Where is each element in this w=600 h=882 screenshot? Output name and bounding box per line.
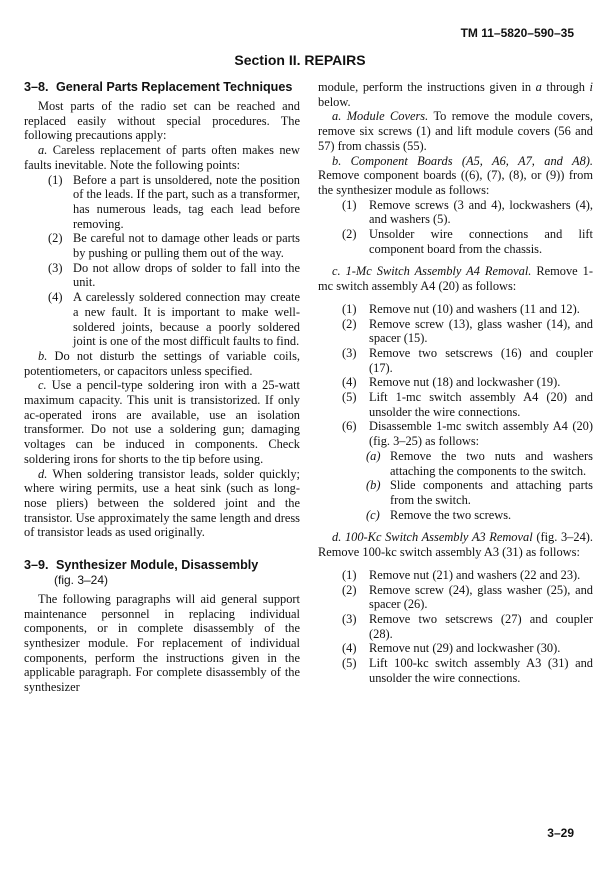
list-item: (2) Be careful not to damage other leads or parts by pushing or pulling them out of the way. — [48, 231, 300, 261]
list-item: (5) Lift 1-mc switch assembly A4 (20) and unsolder the wire connections. — [342, 390, 593, 419]
1mc-switch-steps — [318, 302, 593, 523]
page-number: 3–29 — [547, 826, 574, 840]
heading-3-8: 3–8. General Parts Replacement Techniques — [24, 80, 293, 94]
list-item: (4) Remove nut (29) and lockwasher (30). — [342, 641, 561, 656]
paragraph-100kc-switch: d. 100-Kc Switch Assembly A3 Removal (fig. 3–24). Remove 100-kc switch assembly A3 (31) as follows: — [318, 530, 593, 560]
paragraph-3-9: The following paragraphs will aid general support maintenance personnel in replacing individual components, or in complete disassembly of the synthesizer module. For replacement of individual components, perform the instructions given in the applicable paragraph. For complete disassembly of the synthesizer — [24, 591, 300, 695]
sub-list-item: (b) Slide components and attaching parts from the switch. — [366, 478, 593, 507]
list-item: (1) Remove nut (10) and washers (11 and 12). — [342, 301, 580, 316]
sub-list-item: (c) Remove the two screws. — [366, 507, 512, 522]
list-item: (4) A carelessly soldered connection may create a new fault. It is important to make well-soldered joints, because a poorly soldered joint is one of the most difficult faults to find. — [48, 290, 300, 349]
sub-list-item: (a) Remove the two nuts and washers attaching the components to the switch. — [366, 448, 593, 478]
paragraph-1mc-switch: c. 1-Mc Switch Assembly A4 Removal. Remove 1-mc switch assembly A4 (20) as follows: — [318, 264, 593, 294]
list-item: (3) Remove two setscrews (27) and coupler (28). — [342, 611, 593, 641]
list-item: (2) Remove screw (24), glass washer (25), and spacer (26). — [342, 582, 593, 612]
paragraph-a: a. Careless replacement of parts often makes new faults inevitable. Note the following points: — [24, 143, 300, 172]
list-item: (3) Remove two setscrews (16) and coupler (17). — [342, 345, 593, 375]
list-item: (5) Lift 100-kc switch assembly A3 (31) and unsolder the wire connections. — [342, 656, 593, 685]
left-column — [24, 80, 300, 695]
paragraph-component-boards: b. Component Boards (A5, A6, A7, and A8). Remove component boards ((6), (7), (8), or (9)) from the synthesizer module as follows: — [318, 153, 593, 197]
right-column — [318, 80, 593, 685]
paragraph-c: c. Use a pencil-type soldering iron with a 25-watt maximum capacity. This unit is transistorized. If only ac-operated irons are available, use an isolation transformer. Do not use a soldering gun; damaging voltages can be induced in components. Check soldering irons for shorts to the tip before using. — [24, 378, 300, 466]
section-title: Section II. REPAIRS — [234, 52, 366, 68]
100kc-switch-steps — [318, 568, 593, 686]
precaution-list — [24, 173, 300, 349]
paragraph-module-covers: a. Module Covers. To remove the module covers, remove six screws (1) and lift module covers (56 and 57) from chassis (55). — [318, 109, 594, 153]
continued-paragraph: module, perform the instructions given in a through i below. — [318, 80, 593, 109]
list-item: (2) Remove screw (13), glass washer (14), and spacer (15). — [342, 316, 593, 346]
list-item: (4) Remove nut (18) and lockwasher (19). — [342, 375, 561, 390]
list-item: (3) Do not allow drops of solder to fall into the unit. — [48, 260, 300, 290]
list-item: (1) Remove nut (21) and washers (22 and 23). — [342, 567, 581, 582]
list-item: (2) Unsolder wire connections and lift component board from the chassis. — [342, 227, 593, 256]
intro-paragraph: Most parts of the radio set can be reached and replaced easily without special procedures. The following precautions apply: — [24, 99, 300, 143]
list-item: (1) Remove screws (3 and 4), lockwashers (4), and washers (5). — [342, 197, 593, 227]
paragraph-d: d. When soldering transistor leads, solder quickly; where wiring permits, use a heat sink (such as long-nose pliers) between the soldered joint and the transistor. Use approximately the same length and dress of transistor leads as used originally. — [24, 466, 301, 540]
list-item: (1) Before a part is unsoldered, note the position of the leads. If the part, such as a transformer, has numerous leads, tag each lead before removing. — [48, 172, 300, 231]
heading-3-9: 3–9. Synthesizer Module, Disassembly — [24, 558, 259, 573]
list-item: (6) Disassemble 1-mc switch assembly A4 (20) (fig. 3–25) as follows: — [342, 419, 593, 449]
component-boards-steps — [318, 198, 593, 257]
paragraph-b: b. Do not disturb the settings of variable coils, potentiometers, or capacitors unless specified. — [24, 348, 300, 378]
document-number: TM 11–5820–590–35 — [460, 26, 574, 40]
heading-3-9-figure-ref: (fig. 3–24) — [54, 573, 109, 588]
